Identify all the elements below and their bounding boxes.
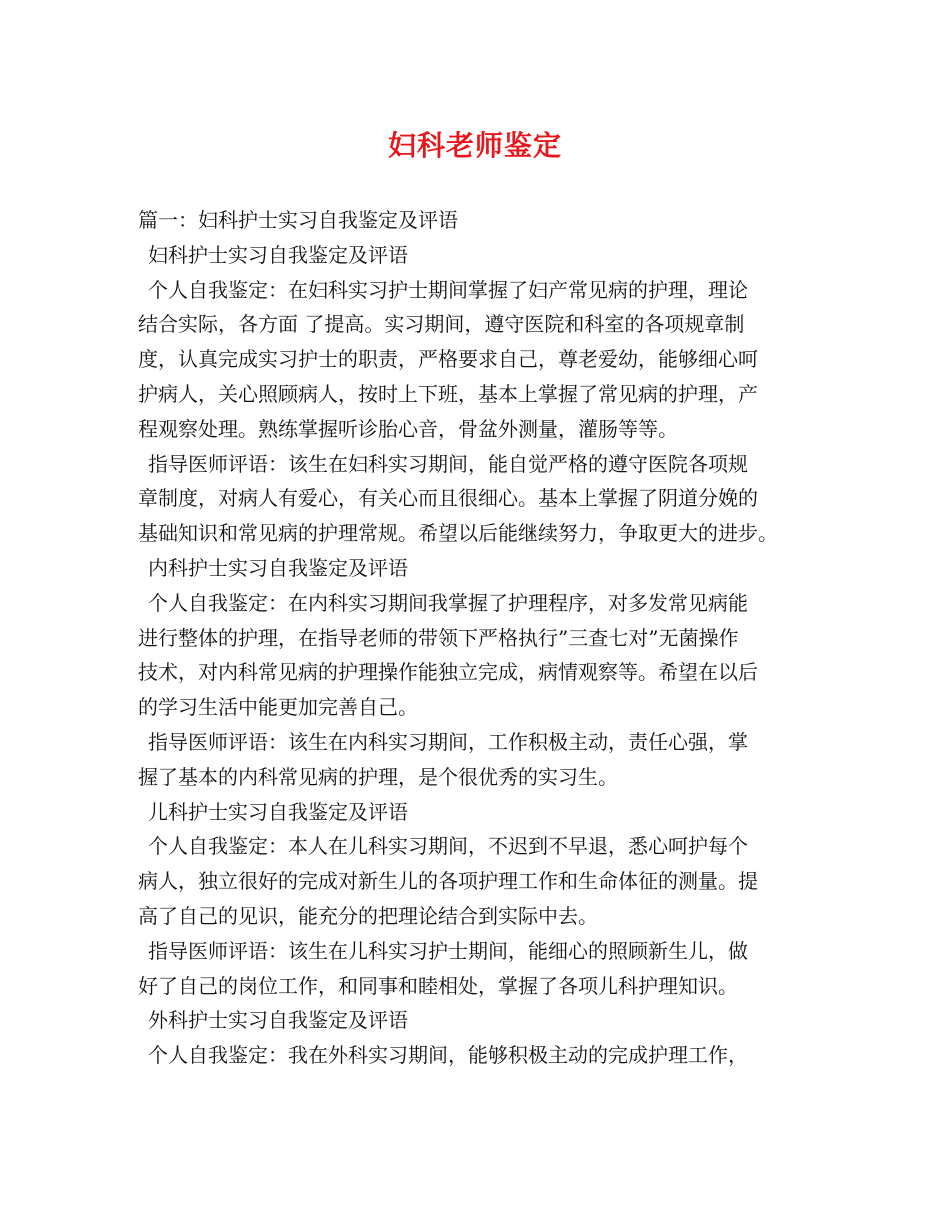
paragraph-line: 基础知识和常见病的护理常规。希望以后能继续努力，争取更大的进步。 — [138, 521, 778, 546]
paragraph-line: 病人，独立很好的完成对新生儿的各项护理工作和生命体征的测量。提 — [138, 869, 758, 894]
paragraph-line: 结合实际，各方面 了提高。实习期间，遵守医院和科室的各项规章制 — [138, 312, 745, 337]
paragraph-line: 好了自己的岗位工作，和同事和睦相处，掌握了各项儿科护理知识。 — [138, 973, 738, 998]
section-heading: 篇一：妇科护士实习自我鉴定及评语 — [138, 208, 458, 232]
paragraph-line: 进行整体的护理，在指导老师的带领下严格执行”三查七对”无菌操作 — [138, 625, 739, 650]
paragraph-line: 个人自我鉴定：在内科实习期间我掌握了护理程序，对多发常见病能 — [148, 590, 748, 615]
paragraph-line: 握了基本的内科常见病的护理，是个很优秀的实习生。 — [138, 764, 618, 789]
paragraph-line: 个人自我鉴定：我在外科实习期间，能够积极主动的完成护理工作， — [148, 1043, 748, 1068]
paragraph-line: 高了自己的见识，能充分的把理论结合到实际中去。 — [138, 903, 598, 928]
subsection-heading: 儿科护士实习自我鉴定及评语 — [148, 799, 408, 824]
paragraph-line: 个人自我鉴定：在妇科实习护士期间掌握了妇产常见病的护理，理论 — [148, 277, 748, 302]
paragraph-line: 护病人，关心照顾病人，按时上下班，基本上掌握了常见病的护理，产 — [138, 381, 758, 406]
paragraph-line: 技术，对内科常见病的护理操作能独立完成，病情观察等。希望在以后 — [138, 660, 758, 685]
subsection-heading: 妇科护士实习自我鉴定及评语 — [148, 242, 408, 267]
document-body — [138, 203, 828, 1073]
paragraph-line: 程观察处理。熟练掌握听诊胎心音，骨盆外测量，灌肠等等。 — [138, 416, 678, 441]
paragraph-line: 度，认真完成实习护士的职责，严格要求自己，尊老爱幼，能够细心呵 — [138, 347, 758, 372]
page-title: 妇科老师鉴定 — [387, 129, 562, 162]
paragraph-line: 指导医师评语：该生在内科实习期间，工作积极主动，责任心强，掌 — [148, 729, 748, 754]
paragraph-line: 个人自我鉴定：本人在儿科实习期间，不迟到不早退，悉心呵护每个 — [148, 834, 748, 859]
paragraph-line: 的学习生活中能更加完善自己。 — [138, 695, 418, 720]
paragraph-line: 章制度，对病人有爱心，有关心而且很细心。基本上掌握了阴道分娩的 — [138, 486, 758, 511]
subsection-heading: 外科护士实习自我鉴定及评语 — [148, 1008, 408, 1033]
paragraph-line: 指导医师评语：该生在妇科实习期间，能自觉严格的遵守医院各项规 — [148, 451, 748, 476]
subsection-heading: 内科护士实习自我鉴定及评语 — [148, 555, 408, 580]
paragraph-line: 指导医师评语：该生在儿科实习护士期间，能细心的照顾新生儿，做 — [148, 938, 748, 963]
